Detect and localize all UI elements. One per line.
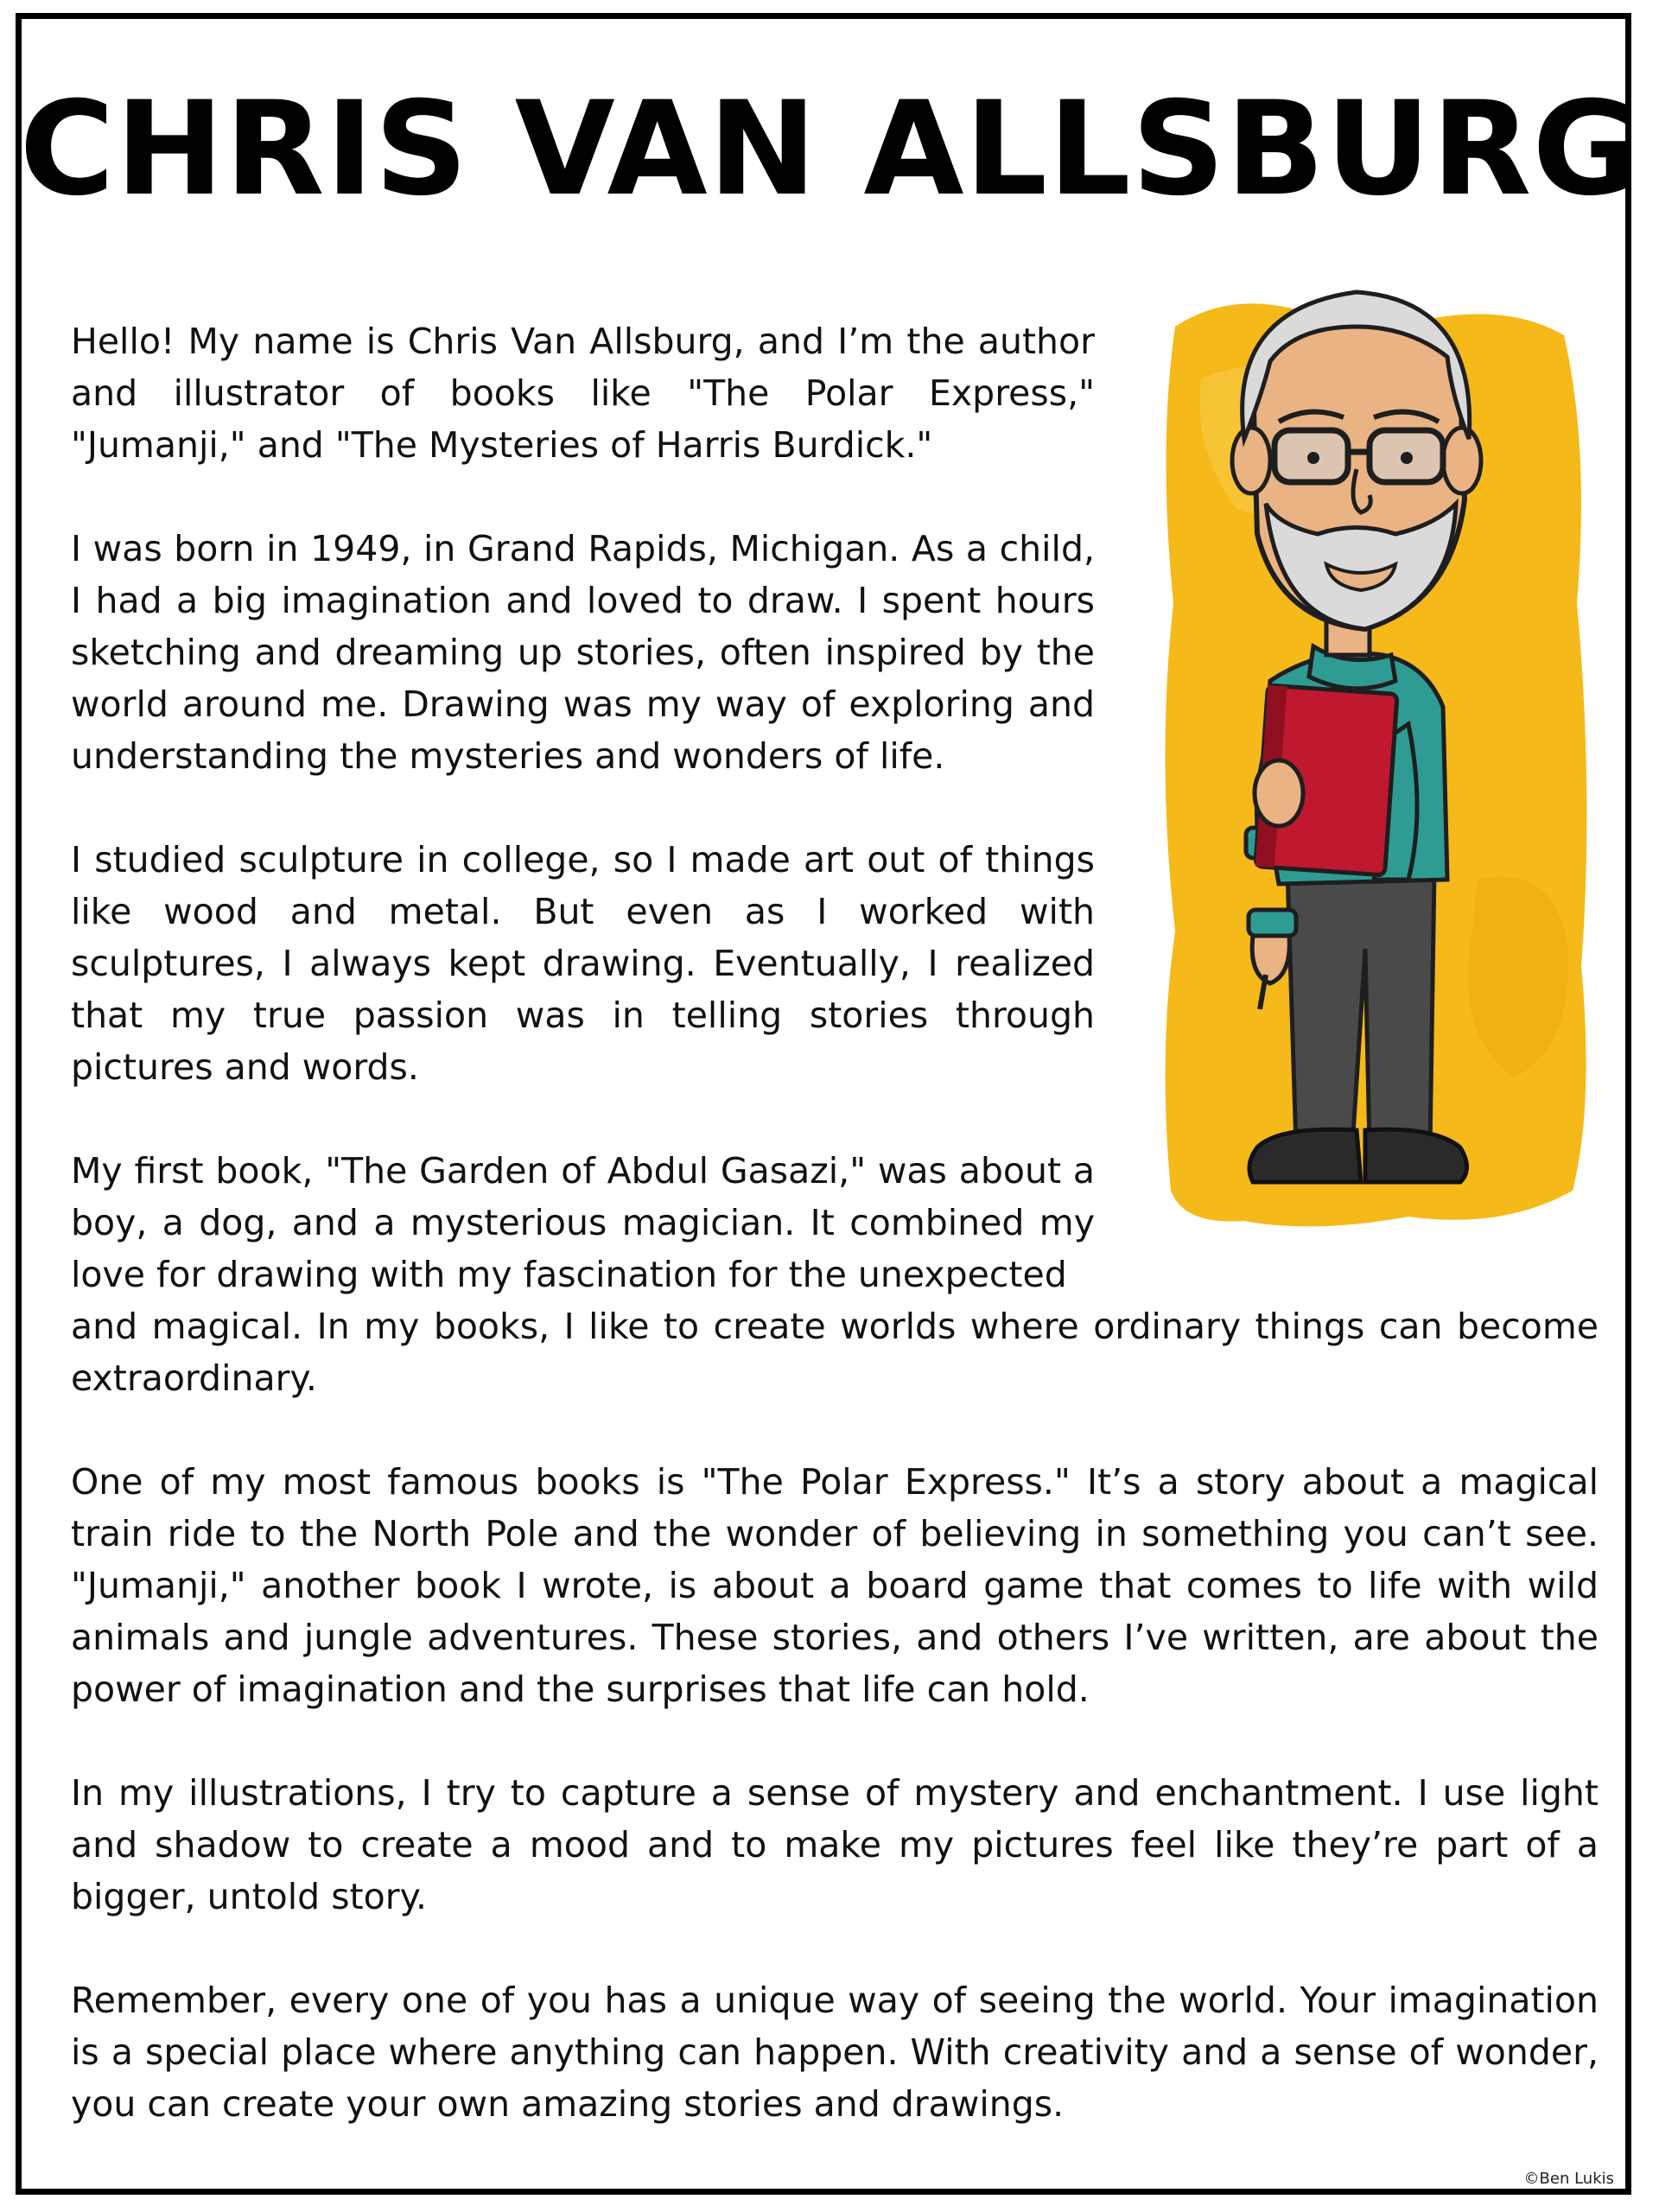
paragraph-illustrations: In my illustrations, I try to capture a sense of mystery and enchantment. I use light and shadow to create a mood and to make my pictures feel like they’re part of a bigger, untold story. xyxy=(71,1772,1599,1917)
paragraph-first-book-continued: and magical. In my books, I like to create worlds where ordinary things can become extraordinary. xyxy=(71,1306,1599,1399)
paragraph-first-book: My first book, "The Garden of Abdul Gasazi," was about a boy, a dog, and a mysterious magician. It combined my love for drawing with my fascination for the unexpected xyxy=(71,1150,1095,1295)
paragraph-closing: Remember, every one of you has a unique way of seeing the world. Your imagination is a special place where anything can happen. With creativity and a sense of wonder, you can create your own amazing stories and drawings. xyxy=(71,1980,1599,2125)
paragraph-famous-books: One of my most famous books is "The Polar Express." It’s a story about a magical train ride to the North Pole and the wonder of believing in something you can’t see. "Jumanji," another book I wrote, is about a board game that comes to life with wild animals and jungle adventures. These stories, and others I’ve written, are about the power of imagination and the surprises that life can hold. xyxy=(71,1461,1599,1710)
author-illustration xyxy=(1149,275,1599,1247)
paragraph-intro: Hello! My name is Chris Van Allsburg, and I’m the author and illustrator of books like "The Polar Express," "Jumanji," and "The Mysteries of Harris Burdick." xyxy=(71,321,1095,466)
paragraph-childhood: I was born in 1949, in Grand Rapids, Michigan. As a child, I had a big imagination and loved to draw. I spent hours sketching and dreaming up stories, often inspired by the world around me. Drawing was my way of exploring and understanding the mysteries and wonders of life. xyxy=(71,528,1095,777)
page-title: CHRIS VAN ALLSBURG xyxy=(19,74,1640,225)
copyright-credit: ©Ben Lukis xyxy=(1523,2170,1614,2188)
paragraph-college: I studied sculpture in college, so I made art out of things like wood and metal. But even as I worked with sculptures, I always kept drawing. Eventually, I realized that my true passion was in telling stories through pictures and words. xyxy=(71,839,1095,1088)
